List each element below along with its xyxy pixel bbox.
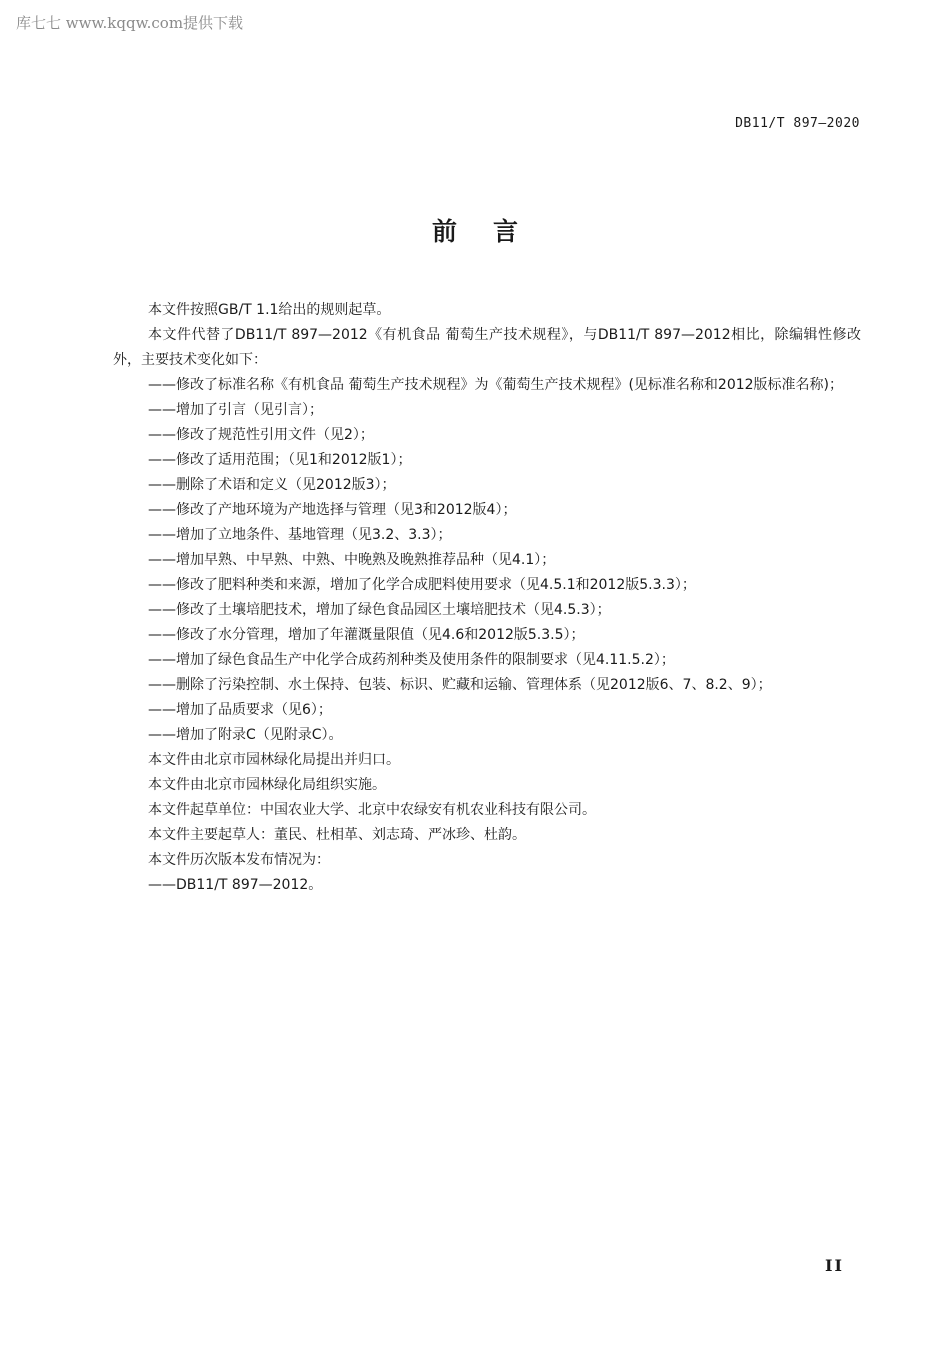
paragraph-implementer: 本文件由北京市园林绿化局组织实施。 — [148, 777, 386, 793]
change-item: ——删除了污染控制、水土保持、包装、标识、贮藏和运输、管理体系（见2012版6、7、8.2、9）； — [148, 677, 772, 693]
paragraph-proposer: 本文件由北京市园林绿化局提出并归口。 — [148, 752, 400, 768]
page-title: 前言 — [431, 217, 554, 246]
change-item: ——增加了引言（见引言）； — [148, 402, 323, 418]
foreword-body — [113, 298, 861, 898]
change-item: ——修改了规范性引用文件（见2）； — [148, 427, 374, 443]
change-item: ——修改了适用范围；（见1和2012版1）； — [148, 452, 412, 468]
change-item: ——修改了产地环境为产地选择与管理（见3和2012版4）； — [148, 502, 517, 518]
paragraph-drafting-rules: 本文件按照GB/T 1.1给出的规则起草。 — [148, 302, 391, 318]
history-item: ——DB11/T 897—2012。 — [148, 877, 323, 893]
change-item: ——修改了标准名称《有机食品 葡萄生产技术规程》为《葡萄生产技术规程》(见标准名称和2012版标准名称)； — [148, 377, 844, 393]
change-item: ——增加了绿色食品生产中化学合成药剂种类及使用条件的限制要求（见4.11.5.2）； — [148, 652, 675, 668]
change-item: ——增加了立地条件、基地管理（见3.2、3.3）； — [148, 527, 452, 543]
change-item: ——增加了品质要求（见6）； — [148, 702, 332, 718]
change-item: ——修改了水分管理，增加了年灌溉量限值（见4.6和2012版5.3.5）； — [148, 627, 585, 643]
change-item: ——增加早熟、中早熟、中熟、中晚熟及晚熟推荐品种（见4.1）； — [148, 552, 556, 568]
paragraph-drafters: 本文件主要起草人：董民、杜相革、刘志琦、严冰珍、杜韵。 — [148, 827, 526, 843]
watermark-text: 库七七 www.kqqw.com提供下载 — [16, 14, 244, 32]
paragraph-drafting-units: 本文件起草单位：中国农业大学、北京中农绿安有机农业科技有限公司。 — [148, 802, 596, 818]
paragraph-history-intro: 本文件历次版本发布情况为： — [148, 852, 330, 868]
change-item: ——增加了附录C（见附录C）。 — [148, 727, 343, 743]
change-item: ——修改了肥料种类和来源，增加了化学合成肥料使用要求（见4.5.1和2012版5.3.3）； — [148, 577, 696, 593]
page-number: II — [825, 1256, 844, 1275]
change-item: ——删除了术语和定义（见2012版3）； — [148, 477, 396, 493]
paragraph-replacement: 本文件代替了DB11/T 897—2012《有机食品 葡萄生产技术规程》，与DB11/T 897—2012相比，除编辑性修改外，主要技术变化如下： — [113, 327, 861, 368]
change-item: ——修改了土壤培肥技术，增加了绿色食品园区土壤培肥技术（见4.5.3）； — [148, 602, 611, 618]
document-code: DB11/T 897—2020 — [735, 116, 860, 131]
